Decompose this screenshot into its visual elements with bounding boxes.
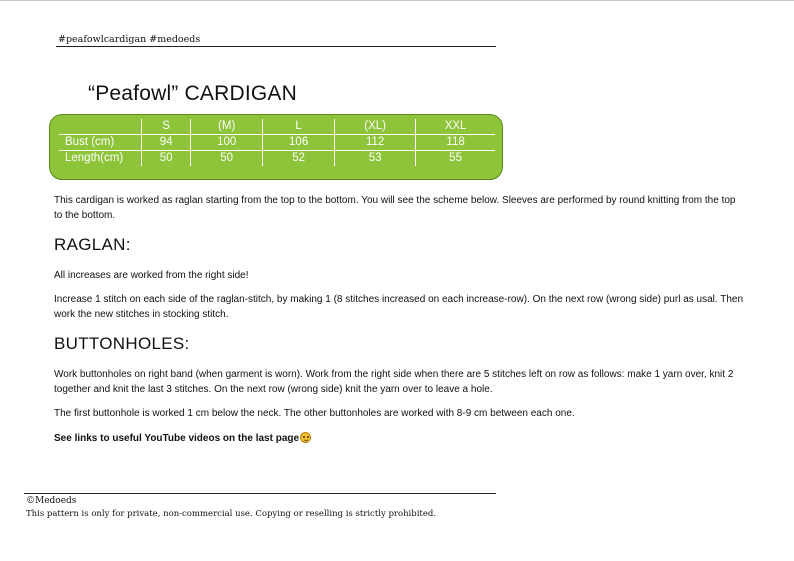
length-m: 50 bbox=[191, 151, 263, 167]
size-header-xxl: XXL bbox=[416, 119, 495, 135]
bust-xxl: 118 bbox=[416, 135, 495, 151]
intro-paragraph: This cardigan is worked as raglan starting from the top to the bottom. You will see the scheme below. Sleeves are performed by round knitting from the top to the bottom. bbox=[54, 195, 736, 221]
buttonholes-heading: BUTTONHOLES: bbox=[54, 334, 190, 353]
footer-usage-note: This pattern is only for private, non-commercial use. Copying or reselling is strictly prohibited. bbox=[26, 509, 437, 519]
size-table bbox=[59, 119, 495, 166]
page-top-border bbox=[0, 0, 794, 1]
header-hashtags: #peafowlcardigan #medoeds bbox=[58, 34, 201, 45]
buttonholes-paragraph-2: The first buttonhole is worked 1 cm below the neck. The other buttonholes are worked with 8-9 cm between each one. bbox=[54, 408, 575, 419]
size-header-l: L bbox=[263, 119, 335, 135]
row-label-bust: Bust (cm) bbox=[59, 135, 142, 151]
smiling-face-icon bbox=[300, 432, 311, 443]
table-row bbox=[59, 135, 495, 151]
row-label-length: Length(cm) bbox=[65, 152, 124, 164]
length-xl: 53 bbox=[335, 151, 416, 167]
youtube-links-text: See links to useful YouTube videos on the last page bbox=[54, 433, 300, 444]
bust-m: 100 bbox=[191, 135, 263, 151]
size-chart bbox=[49, 114, 503, 180]
size-header-xl: (XL) bbox=[335, 119, 416, 135]
length-s: 50 bbox=[142, 151, 191, 167]
raglan-heading: RAGLAN: bbox=[54, 235, 131, 254]
table-row bbox=[59, 151, 495, 167]
size-header-s: S bbox=[142, 119, 191, 135]
raglan-paragraph-1: All increases are worked from the right side! bbox=[54, 270, 249, 281]
pattern-title: “Peafowl” CARDIGAN bbox=[88, 82, 297, 105]
size-header-corner bbox=[59, 119, 142, 135]
bust-s: 94 bbox=[142, 135, 191, 151]
buttonholes-paragraph-1: Work buttonholes on right band (when garment is worn). Work from the right side when there are 5 stitches left on row as follows: make 1 yarn over, knit 2 together and knit the last 3 stitches. On the next row (wrong side) knit the yarn over to leave a hole. bbox=[54, 369, 734, 395]
bust-xl: 112 bbox=[335, 135, 416, 151]
length-l: 52 bbox=[263, 151, 335, 167]
length-xxl: 55 bbox=[416, 151, 495, 167]
raglan-paragraph-2: Increase 1 stitch on each side of the raglan-stitch, by making 1 (8 stitches increased on each increase-row). On the next row (wrong side) purl as usal. Then work the new stitches in stocking stitch. bbox=[54, 294, 744, 320]
youtube-links-note bbox=[54, 431, 744, 446]
header-divider bbox=[56, 46, 496, 47]
size-header-row bbox=[59, 119, 495, 135]
size-header-m: (M) bbox=[191, 119, 263, 135]
footer-copyright: ©Medoeds bbox=[26, 496, 77, 506]
footer-divider bbox=[24, 493, 496, 494]
bust-l: 106 bbox=[263, 135, 335, 151]
